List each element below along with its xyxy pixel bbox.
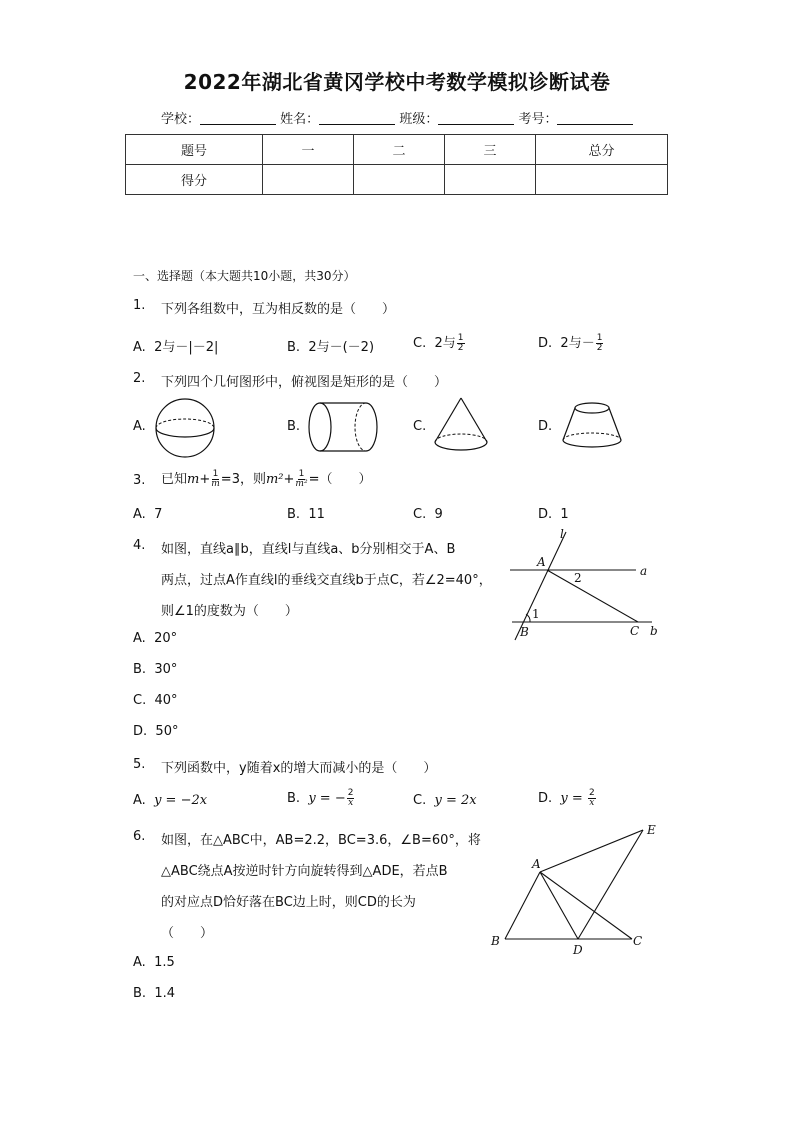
option-c[interactable]: C. <box>413 419 427 434</box>
question-number: 4. <box>133 538 146 553</box>
score-cell[interactable] <box>354 165 445 195</box>
question-stem-line: （ ） <box>161 926 214 941</box>
sphere-figure <box>150 396 220 460</box>
score-table <box>125 134 668 195</box>
fraction: $\frac{1}{2}$ <box>596 333 603 353</box>
page-title: 2022年湖北省黄冈学校中考数学模拟诊断试卷 <box>183 70 611 94</box>
label-B: B <box>491 934 500 948</box>
option-a[interactable]: A. y = −2x <box>133 793 208 808</box>
segment-ad <box>540 872 578 939</box>
question-stem: 下列四个几何图形中，俯视图是矩形的是（ ） <box>161 375 448 390</box>
label-b: b <box>650 624 658 638</box>
option-a[interactable]: A. 7 <box>133 507 163 522</box>
question-stem: 下列函数中，y随着x的增大而减小的是（ ） <box>161 761 437 776</box>
option-a[interactable]: A. 2与－|－2| <box>133 340 219 355</box>
label-B: B <box>520 625 529 639</box>
question-number: 1. <box>133 298 146 313</box>
parallel-lines-figure <box>500 528 670 644</box>
frustum-figure <box>560 400 626 452</box>
table-cell: 三 <box>445 135 536 165</box>
question-number: 6. <box>133 829 146 844</box>
cylinder-figure <box>306 400 382 454</box>
option-c[interactable]: C. 40° <box>133 693 178 708</box>
label-l: l <box>560 527 564 541</box>
rotation-triangle-figure <box>485 818 665 960</box>
option-a[interactable]: A. 20° <box>133 631 178 646</box>
question-stem-line: 如图，直线a∥b，直线l与直线a、b分别相交于A、B <box>161 542 456 557</box>
table-cell: 总分 <box>536 135 668 165</box>
option-d[interactable]: D. y = $\frac{2}{x}$ <box>538 788 595 808</box>
class-label: 班级： <box>399 112 439 127</box>
option-c[interactable]: C. 2与 $\frac{1}{2}$ <box>413 333 464 353</box>
option-d[interactable]: D. 1 <box>538 507 569 522</box>
option-d[interactable]: D. <box>538 419 553 434</box>
segment-de <box>578 830 643 939</box>
option-a[interactable]: A. <box>133 419 146 434</box>
question-number: 3. <box>133 473 146 488</box>
option-c[interactable]: C. y = 2x <box>413 793 477 808</box>
label-E: E <box>647 823 656 837</box>
question-stem-line: △ABC绕点A按逆时针方向旋转得到△ADE，若点B <box>161 864 448 879</box>
label-D: D <box>573 943 583 957</box>
option-c[interactable]: C. 9 <box>413 507 443 522</box>
question-number: 5. <box>133 757 146 772</box>
segment-ac <box>540 872 632 939</box>
table-cell: 一 <box>263 135 354 165</box>
name-label: 姓名： <box>280 112 320 127</box>
fraction: $\frac{1}{m}$ <box>211 469 220 489</box>
label-a: a <box>640 564 648 578</box>
option-b[interactable]: B. 2与－(－2) <box>287 340 375 355</box>
option-a[interactable]: A. 1.5 <box>133 955 175 970</box>
school-blank[interactable] <box>200 110 276 125</box>
label-A: A <box>537 555 546 569</box>
score-table-score-row <box>126 165 668 195</box>
fraction: $\frac{2}{x}$ <box>588 788 595 808</box>
table-cell: 题号 <box>126 135 263 165</box>
score-cell[interactable] <box>536 165 668 195</box>
question-stem-line: 如图，在△ABC中，AB=2.2，BC=3.6，∠B=60°，将 <box>161 833 481 848</box>
segment-ab <box>505 872 540 939</box>
fraction: $\frac{1}{2}$ <box>457 333 464 353</box>
student-info-line <box>161 108 633 127</box>
score-cell[interactable] <box>263 165 354 195</box>
option-b[interactable]: B. <box>287 419 301 434</box>
fraction: $\frac{1}{\text{m²}}$ <box>295 469 308 489</box>
option-b[interactable]: B. 11 <box>287 507 325 522</box>
option-b[interactable]: B. 30° <box>133 662 178 677</box>
exam-no-label: 考号： <box>518 112 558 127</box>
option-d[interactable]: D. 50° <box>133 724 179 739</box>
question-stem: 下列各组数中，互为相反数的是（ ） <box>161 302 396 317</box>
question-stem-line: 则∠1的度数为（ ） <box>161 604 298 619</box>
segment-ac <box>547 570 638 622</box>
question-stem-line: 的对应点D恰好落在BC边上时，则CD的长为 <box>161 895 416 910</box>
option-b[interactable]: B. y = − $\frac{2}{x}$ <box>287 788 354 808</box>
score-table-header-row <box>126 135 668 165</box>
fraction: $\frac{2}{x}$ <box>347 788 354 808</box>
table-cell: 二 <box>354 135 445 165</box>
question-stem: 已知m+ $\frac{1}{m}$ =3，则m²+ $\frac{1}{\text{m²}}$ =（ ） <box>161 469 372 489</box>
option-d[interactable]: D. 2与－ $\frac{1}{2}$ <box>538 333 603 353</box>
question-stem-line: 两点，过点A作直线l的垂线交直线b于点C，若∠2=40°， <box>161 573 492 588</box>
score-cell[interactable] <box>445 165 536 195</box>
label-C: C <box>633 934 643 948</box>
question-number: 2. <box>133 371 146 386</box>
cone-figure <box>432 396 492 458</box>
class-blank[interactable] <box>438 110 514 125</box>
label-angle-1: 1 <box>532 607 540 621</box>
label-angle-2: 2 <box>574 571 582 585</box>
school-label: 学校： <box>161 112 201 127</box>
label-A: A <box>532 857 541 871</box>
segment-ae <box>540 830 643 872</box>
label-C: C <box>630 624 640 638</box>
name-blank[interactable] <box>319 110 395 125</box>
section-heading: 一、选择题（本大题共10小题，共30分） <box>133 269 356 283</box>
line-l <box>515 532 566 640</box>
option-b[interactable]: B. 1.4 <box>133 986 176 1001</box>
table-cell: 得分 <box>126 165 263 195</box>
exam-no-blank[interactable] <box>557 110 633 125</box>
